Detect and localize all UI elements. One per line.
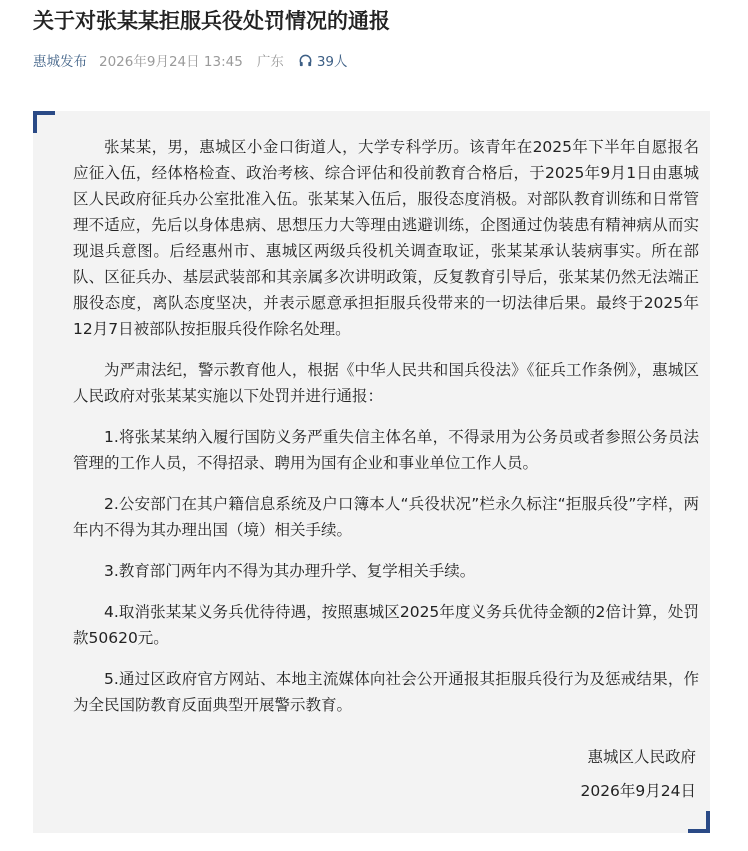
signature-block — [580, 744, 696, 804]
penalty-item-5: 5.通过区政府官方网站、本地主流媒体向社会公开通报其拒服兵役行为及惩戒结果，作为全民国防教育反面典型开展警示教育。 — [73, 670, 699, 714]
headphones-icon — [298, 53, 313, 68]
corner-bracket-top-left — [33, 111, 55, 133]
source-link[interactable]: 惠城发布 — [33, 54, 87, 70]
region-label: 广东 — [256, 54, 284, 70]
notice-body — [73, 134, 699, 718]
paragraph-basis: 为严肃法纪，警示教育他人，根据《中华人民共和国兵役法》《征兵工作条例》，惠城区人民政府对张某某实施以下处罚并进行通报： — [73, 361, 699, 405]
signature-organization: 惠城区人民政府 — [587, 748, 696, 766]
publish-time: 2026年9月24日 13:45 — [99, 54, 243, 70]
signature-date: 2026年9月24日 — [580, 782, 696, 800]
penalty-item-4: 4.取消张某某义务兵优待待遇，按照惠城区2025年度义务兵优待金额的2倍计算，处罚款50620元。 — [73, 603, 699, 647]
penalty-item-1: 1.将张某某纳入履行国防义务严重失信主体名单，不得录用为公务员或者参照公务员法管理的工作人员，不得招录、聘用为国有企业和事业单位工作人员。 — [73, 428, 699, 472]
readers-count[interactable] — [298, 50, 348, 70]
readers-count-label: 39人 — [316, 54, 348, 70]
corner-bracket-bottom-right — [688, 811, 710, 833]
paragraph-background: 张某某，男，惠城区小金口街道人，大学专科学历。该青年在2025年下半年自愿报名应征入伍，经体格检查、政治考核、综合评估和役前教育合格后，于2025年9月1日由惠城区人民政府征兵办公室批准入伍。张某某入伍后，服役态度消极。对部队教育训练和日常管理不适应，先后以身体患病、思想压力大等理由逃避训练，企图通过伪装患有精神病从而实现退兵意图。后经惠州市、惠城区两级兵役机关调查取证，张某某承认装病事实。所在部队、区征兵办、基层武装部和其亲属多次讲明政策，反复教育引导后，张某某仍然无法端正服役态度，离队态度坚决，并表示愿意承担拒服兵役带来的一切法律后果。最终于2025年12月7日被部队按拒服兵役作除名处理。 — [73, 138, 699, 338]
article-meta — [33, 50, 348, 70]
penalty-item-3: 3.教育部门两年内不得为其办理升学、复学相关手续。 — [104, 562, 476, 580]
penalty-item-2: 2.公安部门在其户籍信息系统及户口簿本人“兵役状况”栏永久标注“拒服兵役”字样，两年内不得为其办理出国（境）相关手续。 — [73, 495, 699, 539]
article-title: 关于对张某某拒服兵役处罚情况的通报 — [33, 9, 390, 33]
